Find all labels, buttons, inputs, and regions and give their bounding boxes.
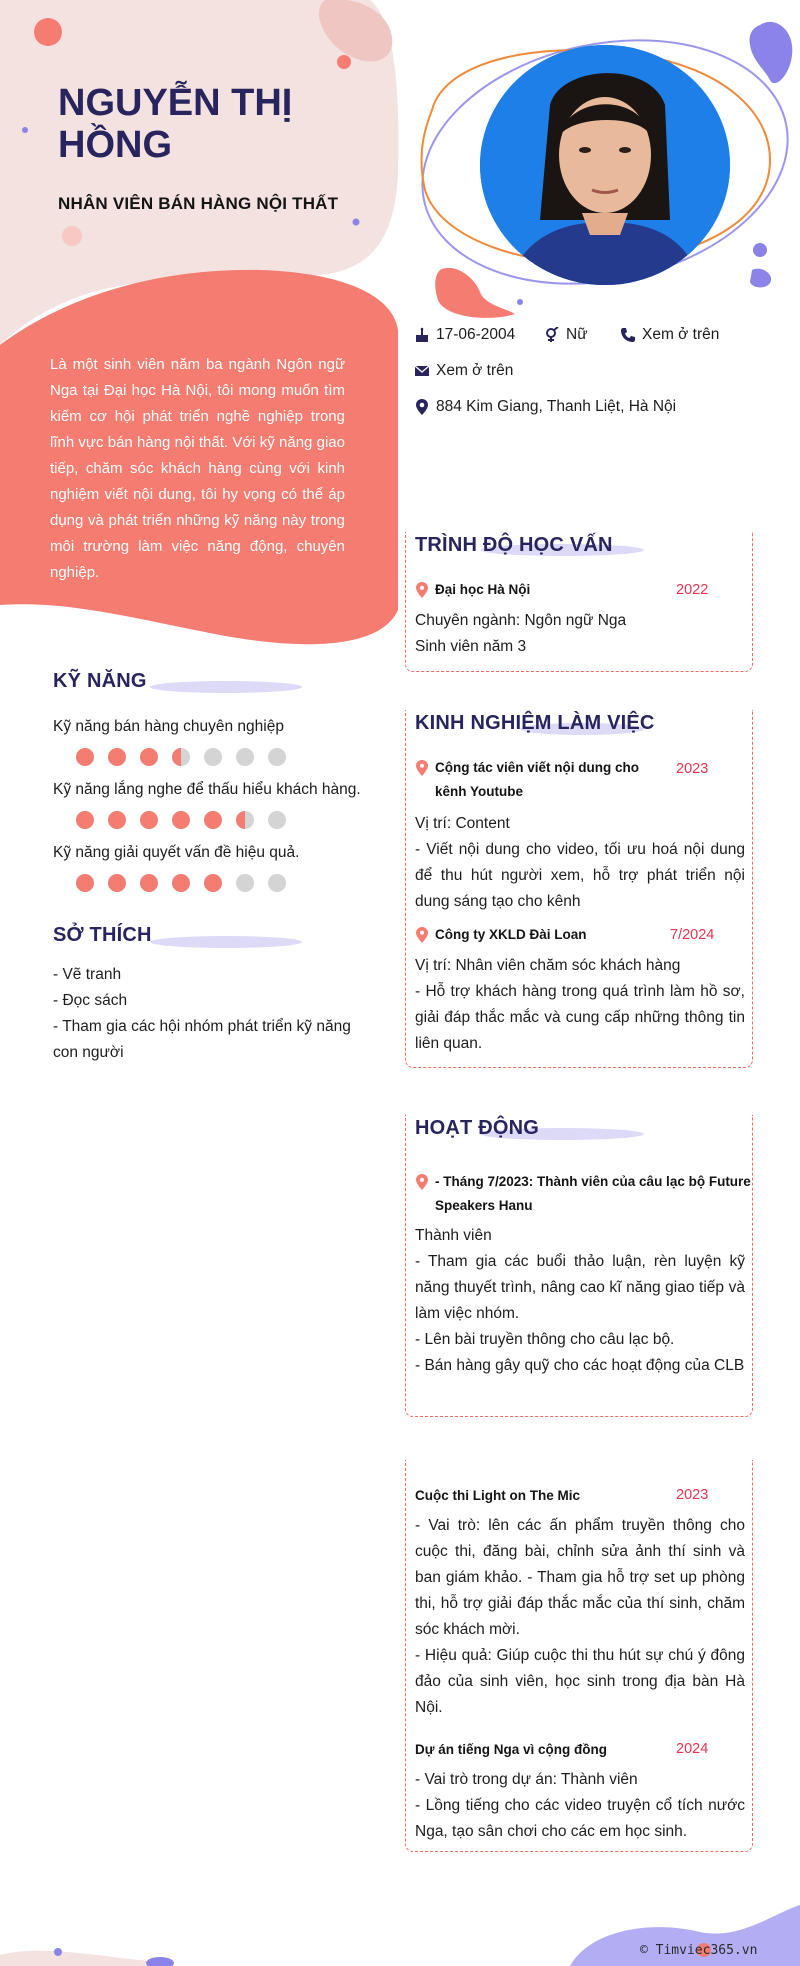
gender-value: Nữ: [566, 326, 588, 343]
rating-dot: [76, 874, 94, 892]
experience-position: Vị trí: Content: [415, 815, 510, 832]
rating-dot: [236, 748, 254, 766]
profile-photo: [480, 45, 730, 285]
project-line: - Hiệu quả: Giúp cuộc thi thu hút sự chú ý đông đảo của sinh viên, học sinh trong địa bàn Hà Nội.: [415, 1647, 745, 1716]
rating-dot: [172, 748, 190, 766]
rating-dot: [140, 811, 158, 829]
candidate-name: NGUYỄN THỊ HỒNG: [58, 82, 293, 166]
phone-row: [620, 326, 719, 344]
school-name: Đại học Hà Nội: [435, 582, 531, 597]
education-heading: TRÌNH ĐỘ HỌC VẤN: [415, 534, 613, 556]
experience-description: - Hỗ trợ khách hàng trong quá trình làm hồ sơ, giải đáp thắc mắc và cung cấp những thông tin liên quan.: [415, 983, 745, 1052]
location-pin-icon: [416, 760, 428, 776]
location-pin-icon: [414, 399, 430, 415]
location-pin-icon: [416, 1174, 428, 1190]
project-line: - Vai trò trong dự án: Thành viên: [415, 1771, 638, 1788]
phone-icon: [620, 327, 636, 343]
rating-dot: [204, 748, 222, 766]
location-pin-icon: [416, 927, 428, 943]
activity-line: - Bán hàng gây quỹ cho các hoạt động của CLB: [415, 1357, 745, 1374]
rating-dot: [204, 874, 222, 892]
project-name: Dự án tiếng Nga vì cộng đồng: [415, 1742, 608, 1757]
envelope-icon: [414, 363, 430, 379]
skill-label: Kỹ năng lắng nghe để thấu hiểu khách hàng.: [53, 781, 361, 798]
email-value: Xem ở trên: [436, 362, 514, 379]
heading-underline-brush: [150, 680, 302, 694]
experience-position: Vị trí: Nhân viên chăm sóc khách hàng: [415, 957, 681, 974]
project-line: - Vai trò: lên các ấn phẩm truyền thông cho cuộc thi, đăng bài, chỉnh sửa ảnh thí sinh và ban giám khảo. - Tham gia hỗ trợ set up phòng thi, hỗ trợ giải đáp thắc mắc của thí sinh, chăm sóc khách mời.: [415, 1517, 745, 1638]
experience-heading: KINH NGHIỆM LÀM VIỆC: [415, 712, 655, 734]
gender-icon: [544, 327, 560, 343]
project-line: - Lồng tiếng cho các video truyện cổ tích nước Nga, tạo sân chơi cho các em học sinh.: [415, 1797, 745, 1840]
rating-dot: [108, 874, 126, 892]
rating-dot: [268, 811, 286, 829]
rating-dot: [76, 811, 94, 829]
hobby-item: - Vẽ tranh: [53, 966, 122, 983]
rating-dot: [76, 748, 94, 766]
activity-name: - Tháng 7/2023: Thành viên của câu lạc bộ Future Speakers Hanu: [435, 1174, 751, 1213]
portrait-illustration: [480, 45, 730, 285]
hobby-item: - Đọc sách: [53, 992, 128, 1009]
experience-date: 7/2024: [670, 927, 715, 943]
education-major: Chuyên ngành: Ngôn ngữ Nga: [415, 612, 627, 629]
skill-rating: [76, 748, 286, 766]
skills-heading: KỸ NĂNG: [53, 670, 147, 692]
rating-dot: [108, 748, 126, 766]
skill-label: Kỹ năng giải quyết vấn đề hiệu quả.: [53, 844, 300, 861]
rating-dot: [172, 874, 190, 892]
rating-dot: [268, 748, 286, 766]
rating-dot: [172, 811, 190, 829]
address-row: [414, 398, 676, 416]
project-date: 2023: [676, 1487, 709, 1503]
gender-row: [544, 326, 588, 344]
hobby-item: - Tham gia các hội nhóm phát triển kỹ năng con người: [53, 1018, 351, 1061]
hobbies-heading: SỞ THÍCH: [53, 924, 152, 946]
heading-underline-brush: [150, 935, 302, 949]
company-name: Công ty XKLD Đài Loan: [435, 927, 587, 942]
birthday-cake-icon: [414, 327, 430, 343]
activity-line: - Tham gia các buổi thảo luận, rèn luyện kỹ năng thuyết trình, nâng cao kĩ năng giao tiếp và làm việc nhóm.: [415, 1253, 745, 1322]
education-date: 2022: [676, 582, 709, 598]
activities-heading: HOẠT ĐỘNG: [415, 1117, 540, 1139]
dob-value: 17-06-2004: [436, 326, 516, 343]
footer-watermark: © Timviec365.vn: [640, 1943, 758, 1958]
activity-line: - Lên bài truyền thông cho câu lạc bộ.: [415, 1331, 675, 1348]
experience-description: - Viết nội dung cho video, tối ưu hoá nội dung để thu hút người xem, hỗ trợ phát triển nội dung sáng tạo cho kênh: [415, 841, 745, 910]
skill-rating: [76, 811, 286, 829]
skill-rating: [76, 874, 286, 892]
project-name: Cuộc thi Light on The Mic: [415, 1488, 580, 1503]
rating-dot: [140, 748, 158, 766]
rating-dot: [108, 811, 126, 829]
rating-dot: [236, 874, 254, 892]
rating-dot: [236, 811, 254, 829]
activity-line: Thành viên: [415, 1227, 492, 1244]
rating-dot: [204, 811, 222, 829]
career-summary: Là một sinh viên năm ba ngành Ngôn ngữ Nga tại Đại học Hà Nội, tôi mong muốn tìm kiếm cơ hội phát triển nghề nghiệp trong lĩnh vực bán hàng nội thất. Với kỹ năng giao tiếp, chăm sóc khách hàng cùng với kinh nghiệm viết nội dung, tôi hy vọng có thể áp dụng và phát triển những kỹ năng này trong môi trường làm việc năng động, chuyên nghiệp.: [50, 356, 345, 581]
rating-dot: [268, 874, 286, 892]
job-title: NHÂN VIÊN BÁN HÀNG NỘI THẤT: [58, 194, 339, 213]
experience-date: 2023: [676, 761, 709, 777]
skill-label: Kỹ năng bán hàng chuyên nghiệp: [53, 718, 284, 735]
email-row: [414, 362, 513, 380]
phone-value: Xem ở trên: [642, 326, 720, 343]
project-date: 2024: [676, 1741, 709, 1757]
rating-dot: [140, 874, 158, 892]
location-pin-icon: [416, 582, 428, 598]
company-name: Cộng tác viên viết nội dung cho kênh Youtube: [435, 760, 640, 799]
education-year: Sinh viên năm 3: [415, 638, 527, 655]
dob-row: [414, 326, 515, 344]
address-value: 884 Kim Giang, Thanh Liệt, Hà Nội: [436, 398, 677, 415]
